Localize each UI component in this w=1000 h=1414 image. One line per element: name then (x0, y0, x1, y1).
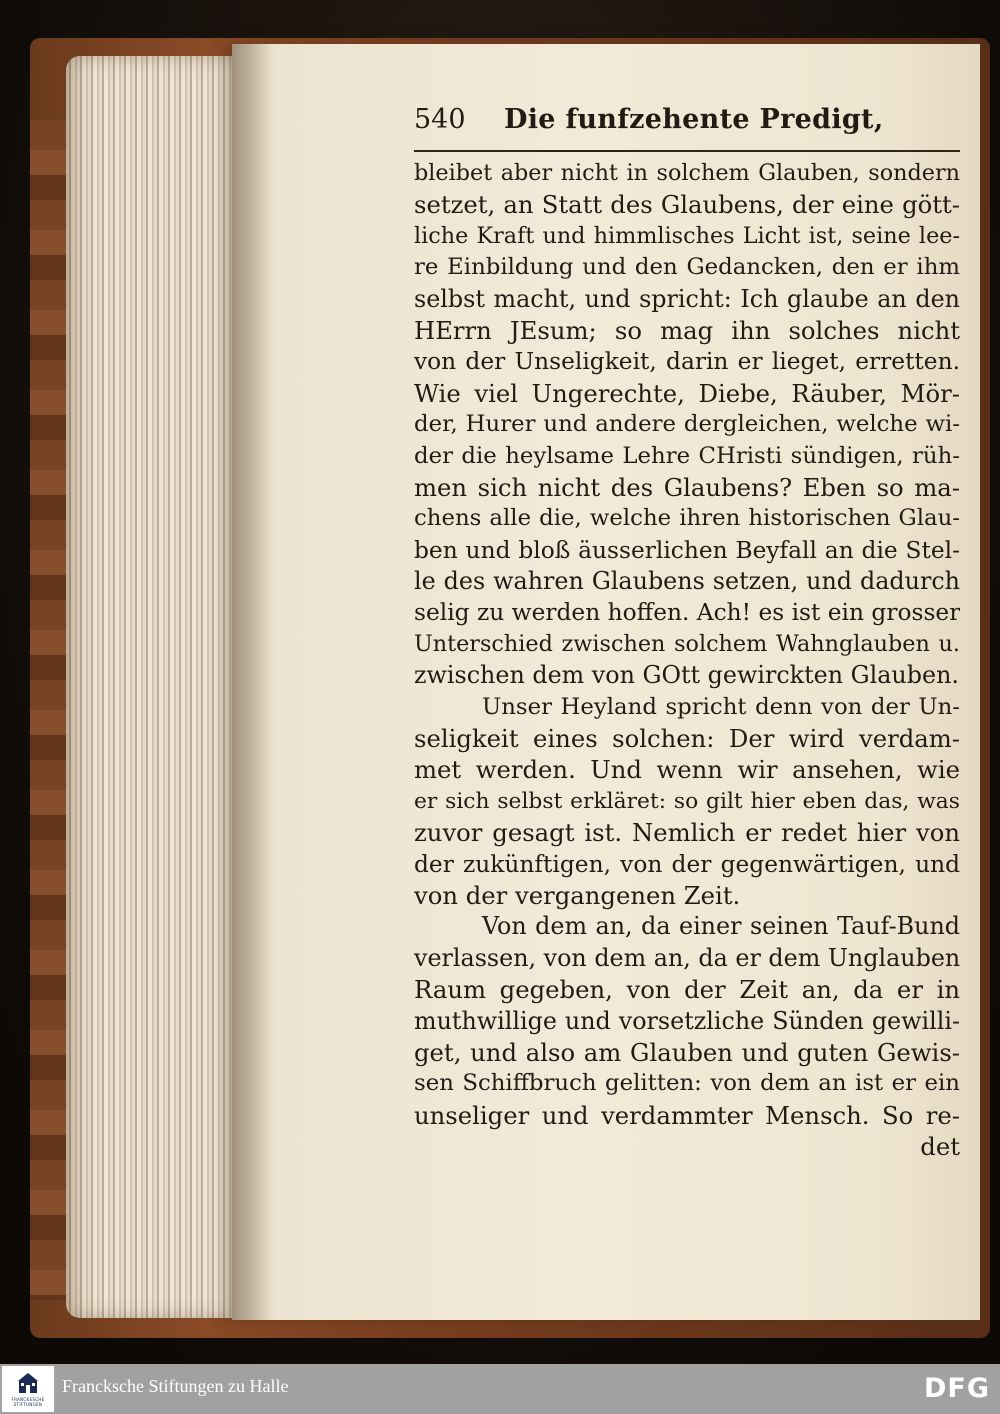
text-line: von der Unseligkeit, darin er lieget, erretten. (414, 348, 960, 376)
text-line: seligkeit eines solchen: Der wird verdam- (414, 724, 960, 754)
text-line: muthwillige und vorsetzliche Sünden gewilli- (414, 1006, 960, 1035)
text-line: HErrn JEsum; so mag ihn solches nicht (414, 315, 960, 345)
text-line: der die heylsame Lehre CHristi sündigen, rüh- (414, 442, 960, 469)
text-line: der, Hurer und andere dergleichen, welche wi- (414, 411, 960, 438)
text-line: verlassen, von dem an, da er dem Unglauben (414, 943, 960, 972)
text-line: Unterschied zwischen solchem Wahnglauben u. (414, 630, 960, 657)
text-line: zwischen dem von GOtt gewirckten Glauben. (414, 661, 959, 690)
running-head (414, 104, 960, 152)
text-line: chens alle die, welche ihren historischen Glau- (414, 505, 960, 532)
text-line: Wie viel Ungerechte, Diebe, Räuber, Mör- (414, 378, 960, 408)
page-number: 540 (414, 104, 466, 135)
text-line: men sich nicht des Glaubens? Eben so ma- (414, 472, 960, 502)
text-line: der zukünftigen, von der gegenwärtigen, und (414, 850, 960, 878)
running-head-title: Die funfzehente Predigt, (504, 104, 884, 135)
text-line: zuvor gesagt ist. Nemlich er redet hier von (414, 818, 960, 848)
text-line: bleibet aber nicht in solchem Glauben, sondern (414, 160, 960, 186)
institution-logo (2, 1366, 54, 1412)
text-line: met werden. Und wenn wir ansehen, wie (414, 755, 960, 785)
logo-caption: FRANCKESCHE STIFTUNGEN (11, 1397, 45, 1407)
text-line: re Einbildung und den Gedancken, den er ihm (414, 254, 960, 281)
text-line: le des wahren Glaubens setzen, und dadurch (414, 567, 960, 596)
text-line: Unser Heyland spricht denn von der Un- (482, 693, 960, 720)
text-line: get, und also am Glauben und guten Gewis- (414, 1037, 960, 1067)
page-gutter (232, 44, 272, 1320)
text-line: setzet, an Statt des Glaubens, der eine gött- (414, 190, 960, 220)
text-line: ben und bloß äusserlichen Beyfall an die Stel- (414, 536, 960, 564)
text-line: er sich selbst erkläret: so gilt hier eben das, was (414, 788, 960, 814)
footer-bar (0, 1364, 1000, 1414)
cover-edge (30, 120, 70, 1300)
text-line: selbst macht, und spricht: Ich glaube an den (414, 284, 960, 313)
text-line: Raum gegeben, von der Zeit an, da er in (414, 975, 960, 1005)
text-line: Von dem an, da einer seinen Tauf-Bund (482, 912, 960, 941)
text-line: unseliger und verdammter Mensch. So re- (414, 1100, 960, 1130)
dfg-logo: DFG (923, 1373, 990, 1404)
page-text-block (414, 104, 960, 1163)
text-line: von der vergangenen Zeit. (414, 880, 741, 910)
catchword: det (920, 1132, 960, 1162)
text-line: liche Kraft und himmlisches Licht ist, seine lee- (414, 222, 960, 249)
body-text (414, 158, 960, 1163)
institution-name: Francksche Stiftungen zu Halle (62, 1376, 289, 1396)
orphanage-building-icon (16, 1371, 40, 1395)
text-line: selig zu werden hoffen. Ach! es ist ein grosser (414, 599, 960, 627)
text-line: sen Schiffbruch gelitten: von dem an ist er ein (414, 1070, 960, 1097)
